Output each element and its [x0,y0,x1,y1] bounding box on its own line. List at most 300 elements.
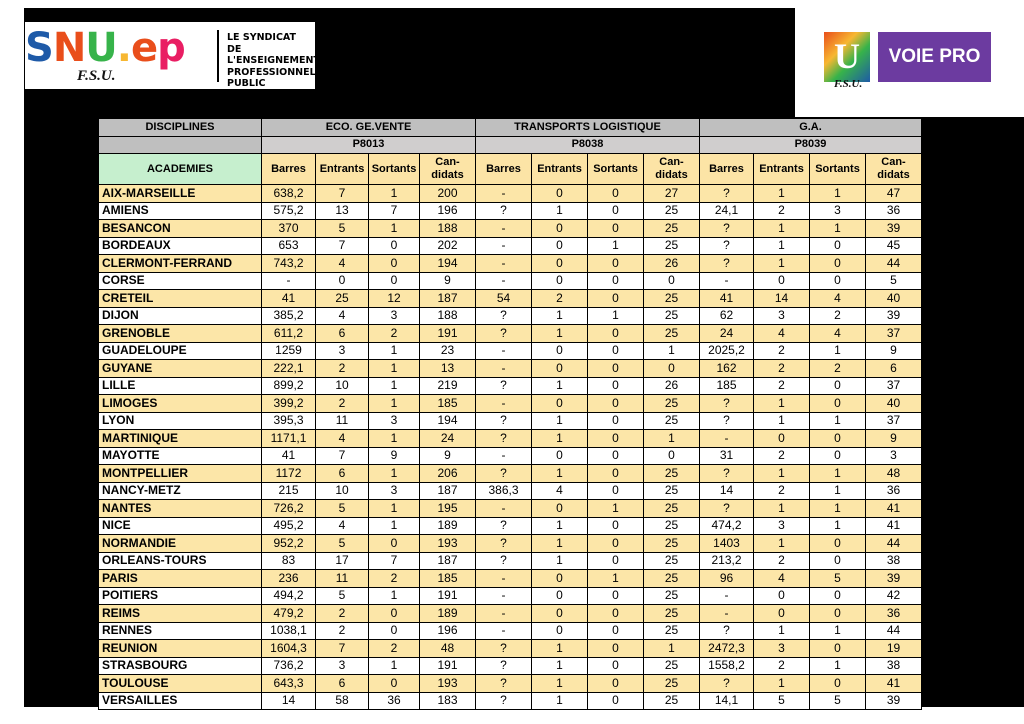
table-cell: 42 [866,587,922,605]
table-cell: 736,2 [262,657,316,675]
table-row [99,447,922,465]
table-cell: 1 [810,342,866,360]
table-row [99,587,922,605]
table-cell: 45 [866,237,922,255]
table-cell: 2 [754,552,810,570]
academy-name: PARIS [99,570,262,588]
table-cell: 2 [369,640,420,658]
table-cell: - [476,395,532,413]
table-cell: 3 [754,640,810,658]
table-cell: 5 [316,535,369,553]
table-cell: 189 [420,605,476,623]
column-header: Barres [700,154,754,185]
table-cell: 0 [369,237,420,255]
table-cell: 1 [810,465,866,483]
table-cell: 0 [810,605,866,623]
table-cell: 1 [754,622,810,640]
table-cell: 195 [420,500,476,518]
table-cell: 191 [420,657,476,675]
table-cell: 36 [369,692,420,710]
table-cell: 187 [420,290,476,308]
table-cell: ? [476,517,532,535]
table-cell: 1 [369,430,420,448]
table-cell: 1 [810,622,866,640]
table-cell: 9 [866,430,922,448]
table-cell: 58 [316,692,369,710]
column-header: Entrants [532,154,588,185]
table-cell: 215 [262,482,316,500]
table-cell: 0 [532,220,588,238]
table-cell: 25 [644,465,700,483]
table-cell: 19 [866,640,922,658]
snuep-wordmark: SNU.ep [25,25,185,71]
table-cell: 36 [866,605,922,623]
table-cell: 1 [369,220,420,238]
voie-pro-logo [820,30,995,92]
table-cell: ? [700,395,754,413]
table-cell: 2 [369,325,420,343]
table-cell: ? [700,237,754,255]
table-cell: 1 [532,517,588,535]
table-row [99,272,922,290]
discipline-title: TRANSPORTS LOGISTIQUE [476,119,700,137]
table-cell: 187 [420,482,476,500]
table-cell: 11 [316,412,369,430]
table-row [99,290,922,308]
table-cell: 1 [644,640,700,658]
table-cell: 1171,1 [262,430,316,448]
table-cell: 1 [588,237,644,255]
table-cell: ? [476,640,532,658]
table-cell: 2 [754,377,810,395]
table-cell: - [476,272,532,290]
disciplines-header: DISCIPLINES [99,119,262,137]
academy-name: NANTES [99,500,262,518]
table-cell: 653 [262,237,316,255]
table-cell: 0 [588,185,644,203]
table-cell: 0 [588,272,644,290]
column-header: Barres [262,154,316,185]
table-cell: 0 [588,517,644,535]
table-cell: 206 [420,465,476,483]
discipline-title: ECO. GE.VENTE [262,119,476,137]
table-cell: 5 [316,500,369,518]
table-cell: 37 [866,377,922,395]
table-cell: 2 [316,360,369,378]
table-row [99,657,922,675]
table-cell: 370 [262,220,316,238]
table-cell: ? [476,430,532,448]
table-cell: 1 [532,657,588,675]
table-cell: 196 [420,202,476,220]
table-cell: 40 [866,290,922,308]
academy-name: AIX-MARSEILLE [99,185,262,203]
table-row [99,430,922,448]
table-cell: 44 [866,535,922,553]
table-cell: 3 [810,202,866,220]
table-cell: 41 [262,447,316,465]
table-cell: 1403 [700,535,754,553]
table-cell: ? [700,465,754,483]
table-cell: 9 [866,342,922,360]
table-cell: 1 [754,220,810,238]
table-cell: 3 [754,307,810,325]
table-cell: 0 [532,342,588,360]
table-cell: 0 [532,587,588,605]
table-cell: 0 [588,255,644,273]
table-cell: 202 [420,237,476,255]
table-cell: 10 [316,377,369,395]
table-cell: 2 [316,605,369,623]
table-row [99,692,922,710]
table-cell: 14 [262,692,316,710]
table-cell: 17 [316,552,369,570]
table-cell: 0 [588,342,644,360]
table-cell: 0 [369,605,420,623]
table-cell: 495,2 [262,517,316,535]
table-cell: 62 [700,307,754,325]
table-row [99,640,922,658]
academy-name: NORMANDIE [99,535,262,553]
table-cell: 2 [754,657,810,675]
table-cell: - [476,185,532,203]
table-cell: 26 [644,255,700,273]
table-row [99,675,922,693]
table-cell: 0 [369,255,420,273]
table-cell: 1 [532,552,588,570]
table-cell: 40 [866,395,922,413]
table-cell: 4 [532,482,588,500]
table-cell: 0 [588,605,644,623]
table-cell: 952,2 [262,535,316,553]
table-cell: 24,1 [700,202,754,220]
table-cell: 479,2 [262,605,316,623]
table-cell: 0 [532,272,588,290]
table-cell: 0 [588,640,644,658]
column-header: Can- didats [866,154,922,185]
table-cell: 25 [316,290,369,308]
table-cell: 0 [532,605,588,623]
column-header: Sortants [369,154,420,185]
column-header: Sortants [810,154,866,185]
table-cell: 25 [644,412,700,430]
table-cell: - [700,272,754,290]
table-cell: 31 [700,447,754,465]
table-cell: ? [700,185,754,203]
table-cell: 236 [262,570,316,588]
table-cell: 5 [810,692,866,710]
table-cell: 25 [644,202,700,220]
table-cell: 1 [532,202,588,220]
table-cell: 1 [754,255,810,273]
table-cell: 1 [369,465,420,483]
table-cell: 4 [810,325,866,343]
table-cell: 194 [420,255,476,273]
table-cell: 386,3 [476,482,532,500]
table-cell: 1 [369,342,420,360]
table-cell: 0 [588,447,644,465]
table-cell: 3 [369,482,420,500]
table-cell: 0 [754,605,810,623]
academy-name: LYON [99,412,262,430]
table-cell: 0 [532,500,588,518]
table-cell: ? [476,692,532,710]
table-cell: 611,2 [262,325,316,343]
table-cell: 1 [369,657,420,675]
table-row [99,465,922,483]
table-cell: 395,3 [262,412,316,430]
snuep-tagline: LE SYNDICAT DE L'ENSEIGNEMENT PROFESSIONNEL PUBLIC [227,32,320,89]
table-cell: 1 [532,307,588,325]
table-cell: 0 [588,220,644,238]
table-cell: 47 [866,185,922,203]
table-cell: - [476,360,532,378]
table-cell: ? [476,325,532,343]
table-cell: ? [476,657,532,675]
table-cell: 0 [532,255,588,273]
academy-name: TOULOUSE [99,675,262,693]
table-cell: 0 [810,587,866,605]
table-cell: 193 [420,675,476,693]
table-cell: ? [700,500,754,518]
table-cell: ? [476,535,532,553]
table-cell: 726,2 [262,500,316,518]
table-cell: 14 [700,482,754,500]
academies-header: ACADEMIES [99,154,262,185]
table-cell: - [262,272,316,290]
column-header: Entrants [754,154,810,185]
table-cell: 1 [532,412,588,430]
table-cell: 25 [644,570,700,588]
table-cell: 25 [644,535,700,553]
table-cell: 0 [369,675,420,693]
table-cell: 0 [588,657,644,675]
table-cell: 3 [866,447,922,465]
table-row [99,342,922,360]
table-cell: 1 [644,342,700,360]
table-cell: 0 [369,622,420,640]
table-cell: 25 [644,325,700,343]
table-cell: 200 [420,185,476,203]
table-row [99,307,922,325]
table-cell: 7 [369,552,420,570]
discipline-title: G.A. [700,119,922,137]
table-cell: 41 [866,675,922,693]
table-cell: 0 [316,272,369,290]
table-cell: 25 [644,500,700,518]
table-cell: ? [476,675,532,693]
table-cell: 0 [644,272,700,290]
table-cell: 0 [810,447,866,465]
academy-name: MONTPELLIER [99,465,262,483]
table-cell: 196 [420,622,476,640]
table-cell: 189 [420,517,476,535]
table-row [99,500,922,518]
table-row [99,202,922,220]
table-cell: 6 [316,675,369,693]
table-cell: 25 [644,552,700,570]
table-cell: 9 [369,447,420,465]
table-cell: 2 [754,342,810,360]
table-cell: 37 [866,412,922,430]
table-cell: 1 [810,657,866,675]
table-cell: 25 [644,482,700,500]
academy-name: GUADELOUPE [99,342,262,360]
table-cell: 4 [316,517,369,535]
table-cell: ? [476,552,532,570]
table-cell: 0 [588,692,644,710]
table-cell: 4 [316,430,369,448]
table-cell: 0 [532,360,588,378]
table-cell: 1 [588,570,644,588]
table-cell: - [476,500,532,518]
table-cell: 385,2 [262,307,316,325]
table-cell: 48 [866,465,922,483]
table-cell: 6 [316,465,369,483]
table-cell: 10 [316,482,369,500]
table-cell: - [476,255,532,273]
table-cell: 39 [866,307,922,325]
table-cell: ? [700,412,754,430]
snuep-fsu-label: F.S.U. [77,68,116,84]
academy-name: CORSE [99,272,262,290]
table-cell: 44 [866,255,922,273]
table-cell: 41 [866,517,922,535]
table-cell: 399,2 [262,395,316,413]
table-cell: 4 [316,307,369,325]
table-cell: 25 [644,290,700,308]
academy-name: CLERMONT-FERRAND [99,255,262,273]
table-cell: 0 [588,290,644,308]
table-cell: 0 [588,430,644,448]
table-cell: 643,3 [262,675,316,693]
table-cell: 1 [532,325,588,343]
table-cell: 25 [644,657,700,675]
table-cell: 0 [369,535,420,553]
table-cell: 185 [700,377,754,395]
academy-name: DIJON [99,307,262,325]
table-cell: 41 [700,290,754,308]
table-cell: 41 [262,290,316,308]
table-cell: 1 [532,430,588,448]
table-row [99,412,922,430]
table-cell: 14,1 [700,692,754,710]
table-cell: - [476,447,532,465]
table-cell: 1 [532,377,588,395]
mutations-table [98,118,922,710]
table-cell: 25 [644,220,700,238]
table-cell: 1 [369,377,420,395]
table-cell: 2 [810,360,866,378]
table-cell: - [476,605,532,623]
table-cell: 193 [420,535,476,553]
table-cell: 1 [754,465,810,483]
table-cell: 27 [644,185,700,203]
academy-name: GRENOBLE [99,325,262,343]
table-cell: 25 [644,622,700,640]
table-cell: 2025,2 [700,342,754,360]
table-cell: 7 [316,640,369,658]
academy-name: MAYOTTE [99,447,262,465]
academy-name: VERSAILLES [99,692,262,710]
table-cell: 0 [588,360,644,378]
table-cell: 1 [810,220,866,238]
table-cell: 2 [810,307,866,325]
table-cell: 5 [316,587,369,605]
table-cell: 83 [262,552,316,570]
table-cell: 4 [810,290,866,308]
table-cell: 12 [369,290,420,308]
table-cell: 44 [866,622,922,640]
table-cell: - [476,342,532,360]
table-cell: 213,2 [700,552,754,570]
logo-divider [217,30,219,82]
table-cell: 0 [532,622,588,640]
table-cell: 474,2 [700,517,754,535]
table-cell: 0 [810,640,866,658]
table-cell: 1 [369,517,420,535]
table-cell: 11 [316,570,369,588]
table-cell: 0 [810,377,866,395]
table-cell: 494,2 [262,587,316,605]
table-cell: ? [700,622,754,640]
table-cell: 0 [644,360,700,378]
academy-name: BESANCON [99,220,262,238]
table-cell: 185 [420,570,476,588]
table-row [99,622,922,640]
table-cell: 2 [316,395,369,413]
table-cell: 183 [420,692,476,710]
table-cell: 0 [810,272,866,290]
table-cell: 222,1 [262,360,316,378]
table-row [99,185,922,203]
table-cell: ? [476,465,532,483]
table-cell: 1 [588,307,644,325]
table-cell: 38 [866,657,922,675]
table-cell: 0 [532,237,588,255]
table-cell: - [476,570,532,588]
academy-name: CRETEIL [99,290,262,308]
header-spacer [99,136,262,154]
academy-name: AMIENS [99,202,262,220]
table-cell: 25 [644,605,700,623]
discipline-code: P8038 [476,136,700,154]
table-cell: 194 [420,412,476,430]
table-cell: ? [700,220,754,238]
table-row [99,482,922,500]
table-cell: 1 [532,675,588,693]
table-cell: 9 [420,272,476,290]
table-cell: 0 [369,272,420,290]
table-cell: 0 [810,255,866,273]
table-cell: 1 [810,500,866,518]
table-cell: 1558,2 [700,657,754,675]
table-row [99,360,922,378]
table-cell: 14 [754,290,810,308]
table-cell: 6 [866,360,922,378]
table-cell: 7 [316,237,369,255]
table-cell: 38 [866,552,922,570]
table-cell: 1259 [262,342,316,360]
table-cell: 25 [644,395,700,413]
table-cell: 1 [754,675,810,693]
table-cell: 3 [316,657,369,675]
table-cell: 1 [532,465,588,483]
academy-name: POITIERS [99,587,262,605]
table-cell: 0 [810,535,866,553]
table-cell: 743,2 [262,255,316,273]
table-cell: 3 [369,307,420,325]
